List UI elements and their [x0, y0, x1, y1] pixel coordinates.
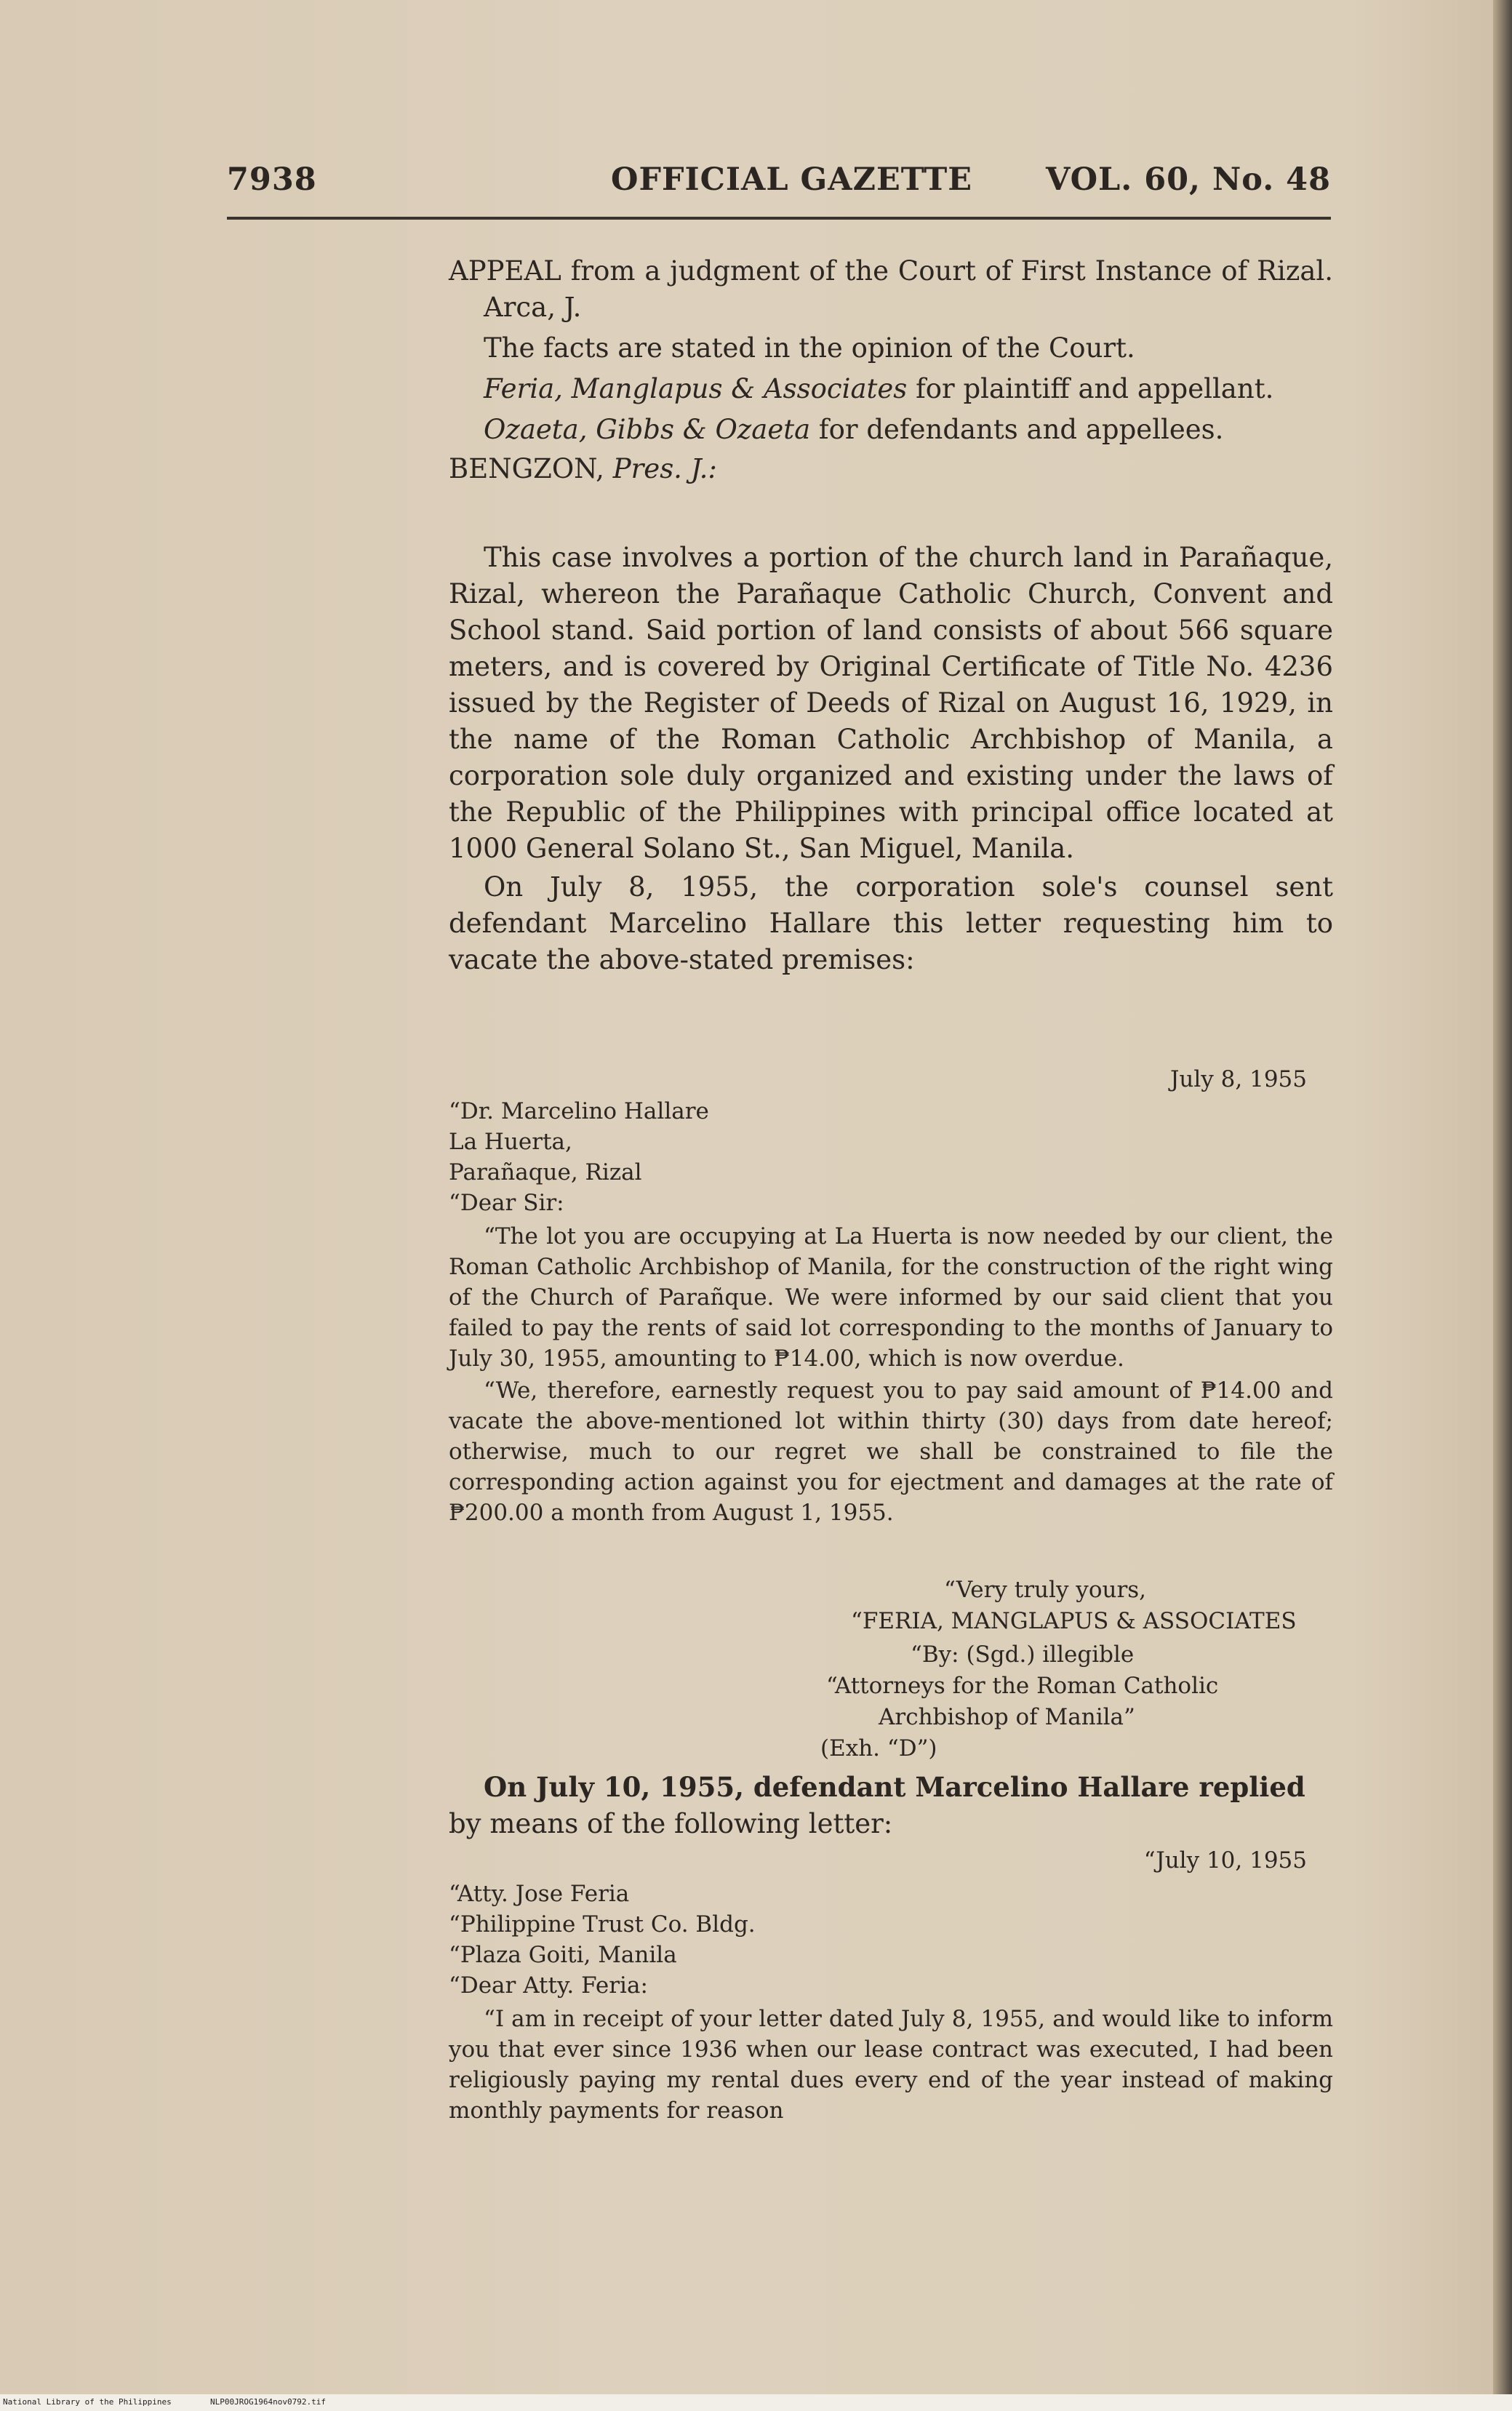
- publication-title: OFFICIAL GAZETTE: [611, 161, 973, 198]
- reply-intro-rest: by means of the following letter:: [449, 1808, 893, 1839]
- justice-name: BENGZON,: [449, 453, 604, 484]
- letter1-salutation: “Dear Sir:: [449, 1190, 564, 1216]
- letter2-date: “July 10, 1955: [1143, 1847, 1307, 1874]
- opinion-paragraph-2: On July 8, 1955, the corporation sole's counsel sent defendant Marcelino Hallare this letter requesting him to vacate the above-stated premises:: [449, 871, 1333, 975]
- scan-footer: [3, 2397, 326, 2407]
- firm-name: “FERIA, MANGLAPUS & ASSOCIATES: [851, 1608, 1297, 1634]
- reply-intro-bold: On July 10, 1955, defendant Marcelino Hallare replied: [484, 1771, 1305, 1803]
- letter2-addressee-3: “Plaza Goiti, Manila: [449, 1942, 677, 1968]
- letter1-body-2: “We, therefore, earnestly request you to pay said amount of ₱14.00 and vacate the above-mentioned lot within thirty (30) days from date hereof; otherwise, much to our regret we shall be constrained to file the corresponding action against you for ejectment and damages at the rate of ₱200.00 a month from August 1, 1955.: [449, 1378, 1333, 1526]
- plaintiff-role: for plaintiff and appellant.: [907, 373, 1274, 404]
- header-rule: [227, 217, 1331, 220]
- appeal-line: APPEAL from a judgment of the Court of First Instance of Rizal. Arca, J.: [449, 255, 1333, 323]
- justice-line: [449, 451, 1333, 487]
- letter1-exhibit: (Exh. “D”): [820, 1735, 937, 1762]
- letter1-firm: [851, 1606, 1297, 1637]
- defendant-role: for defendants and appellees.: [810, 414, 1224, 445]
- letter2-addressee-2: “Philippine Trust Co. Bldg.: [449, 1911, 756, 1938]
- case-intro: [449, 253, 1333, 487]
- letter1-closing: “Very truly yours,: [944, 1577, 1147, 1603]
- letter1-body-1: “The lot you are occupying at La Huerta is now needed by our client, the Roman Catholic Archbishop of Manila, for the construction of the right wing of the Church of Parañque. We were informed by our said client that you failed to pay the rents of said lot corresponding to the months of January to July 30, 1955, amounting to ₱14.00, which is now overdue.: [449, 1223, 1333, 1372]
- letter1-addressee-3: Parañaque, Rizal: [449, 1159, 642, 1185]
- letter-july-8: [449, 1064, 1333, 1528]
- justice-title: Pres. J.:: [604, 453, 717, 484]
- letter1-attorneys-1: “Attorneys for the Roman Catholic: [826, 1673, 1219, 1699]
- footer-file: NLP00JROG1964nov0792.tif: [210, 2397, 326, 2407]
- reply-intro-line: [449, 1769, 1333, 1806]
- facts-line: The facts are stated in the opinion of the Court.: [484, 332, 1135, 364]
- letter2-salutation: “Dear Atty. Feria:: [449, 1972, 648, 1999]
- page-edge: [1493, 0, 1512, 2411]
- opinion-paragraph-1: This case involves a portion of the church land in Parañaque, Rizal, whereon the Parañaque Catholic Church, Convent and School stand. Said portion of land consists of about 566 square meters, and is covered by Original Certificate of Title No. 4236 issued by the Register of Deeds of Rizal on August 16, 1929, in the name of the Roman Catholic Archbishop of Manila, a corporation sole duly organized and existing under the laws of the Republic of the Philippines with principal office located at 1000 General Solano St., San Miguel, Manila.: [449, 542, 1333, 864]
- reply-intro: [449, 1769, 1333, 1842]
- letter1-addressee-1: “Dr. Marcelino Hallare: [449, 1098, 709, 1124]
- page-header: [227, 161, 1331, 205]
- letter1-date: July 8, 1955: [1170, 1066, 1307, 1092]
- letter2-addressee-1: “Atty. Jose Feria: [449, 1881, 630, 1907]
- footer-library: National Library of the Philippines: [3, 2397, 172, 2407]
- page-number: 7938: [227, 161, 317, 198]
- letter-july-10: [449, 1845, 1333, 2126]
- letter1-signature: “By: (Sgd.) illegible: [911, 1642, 1135, 1668]
- plaintiff-counsel: Feria, Manglapus & Associates: [484, 373, 908, 404]
- defendant-counsel-line: [449, 412, 1333, 448]
- plaintiff-counsel-line: [449, 371, 1333, 407]
- opinion-text: [449, 540, 1333, 978]
- defendant-counsel: Ozaeta, Gibbs & Ozaeta: [484, 414, 811, 445]
- letter1-addressee-2: La Huerta,: [449, 1129, 572, 1155]
- letter1-attorneys-2: Archbishop of Manila”: [879, 1704, 1135, 1730]
- volume-number: VOL. 60, No. 48: [1045, 161, 1331, 198]
- letter2-body: “I am in receipt of your letter dated July 8, 1955, and would like to inform you that ever since 1936 when our lease contract was executed, I had been religiously paying my rental dues every end of the year instead of making monthly payments for reason: [449, 2006, 1333, 2124]
